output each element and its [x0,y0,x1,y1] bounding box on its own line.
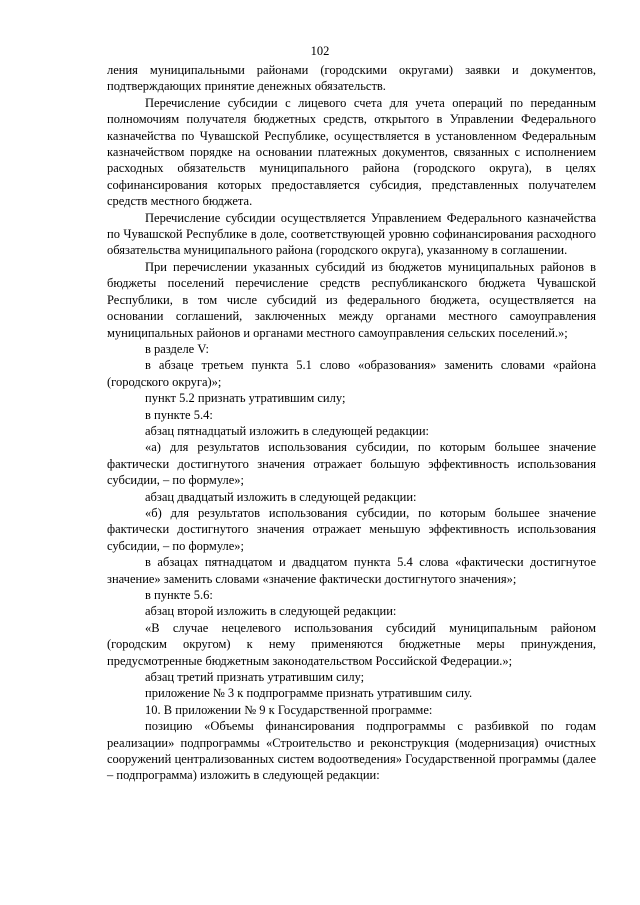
paragraph: 10. В приложении № 9 к Государственной программе: [145,702,433,717]
paragraph: Перечисление субсидии осуществляется Управлением Федерального казначейства по Чувашской Республике в доле, соответствующей уровню софинансирования расходного обязательства муниципального района (городского округа), указанному в соглашении. [107,210,596,258]
paragraph: в пункте 5.4: [145,407,213,422]
paragraph: позицию «Объемы финансирования подпрограммы с разбивкой по годам реализации» подпрограммы «Строительство и реконструкция (модернизация) очистных сооружений централизованных систем водоотведения» Государственной программы (далее – подпрограмма) изложить в следующей редакции: [107,719,596,783]
paragraph: «б) для результатов использования субсидии, по которым большее значение фактически достигнутого значения отражает меньшую эффективность использования субсидии, – по формуле»; [107,505,596,553]
paragraph: абзац второй изложить в следующей редакции: [145,604,397,619]
paragraph: пункт 5.2 признать утратившим силу; [145,391,346,406]
paragraph: ления муниципальными районами (городскими округами) заявки и документов, подтверждающих принятие денежных обязательств. [107,63,596,94]
page-number: 102 [310,44,330,58]
paragraph: При перечислении указанных субсидий из бюджетов муниципальных районов в бюджеты поселений перечисление средств республиканского бюджета Чувашской Республики, в том числе субсидий из федерального бюджета, осуществляется на основании соглашений, заключенных между органами местного самоуправления муниципальных районов и органами местного самоуправления сельских поселений.»; [107,259,596,340]
paragraph: в абзаце третьем пункта 5.1 слово «образования» заменить словами «района (городского округа)»; [107,358,596,389]
paragraph: «В случае нецелевого использования субсидий муниципальным районом (городским округом) к нему применяются бюджетные меры принуждения, предусмотренные бюджетным законодательством Российской Федерации.»; [107,620,596,668]
paragraph: в абзацах пятнадцатом и двадцатом пункта 5.4 слова «фактически достигнутое значение» заменить словами «значение фактически достигнутого значения»; [107,555,596,586]
paragraph: «а) для результатов использования субсидии, по которым большее значение фактически достигнутого значения отражает большую эффективность использования субсидии, – по формуле»; [107,440,596,488]
document-body [107,62,596,784]
paragraph: приложение № 3 к подпрограмме признать утратившим силу. [145,686,473,701]
paragraph: Перечисление субсидии с лицевого счета для учета операций по переданным полномочиям получателя бюджетных средств, открытого в Управлении Федерального казначейства по Чувашской Республике, осуществляется в установленном Федеральным казначейством порядке на основании платежных документов, связанных с исполнением расходных обязательств муниципального района (городского округа), в целях софинансирования которых предоставляется субсидия, представленных получателем средств местного бюджета. [107,95,596,209]
paragraph: в пункте 5.6: [145,588,213,602]
paragraph: в разделе V: [145,341,209,356]
paragraph: абзац пятнадцатый изложить в следующей редакции: [145,423,430,438]
paragraph: абзац третий признать утратившим силу; [145,670,365,685]
paragraph: абзац двадцатый изложить в следующей редакции: [145,489,417,504]
